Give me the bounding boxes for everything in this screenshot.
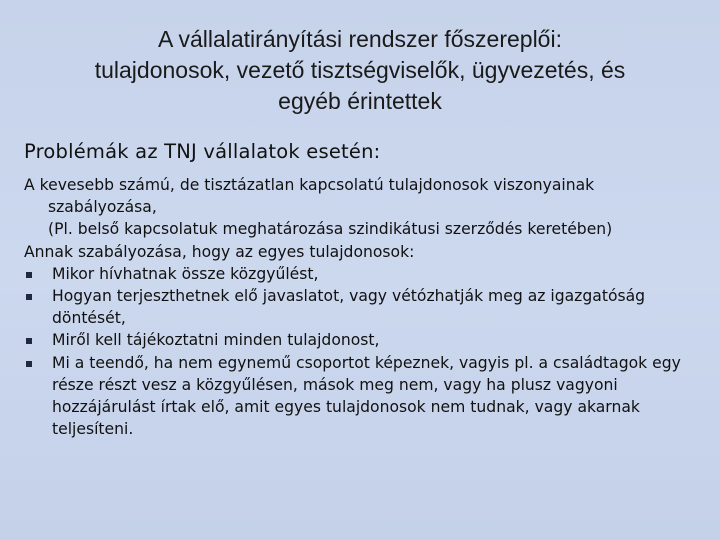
title-line: tulajdonosok, vezető tisztségviselők, ügyvezetés, és bbox=[94, 57, 626, 83]
bullet-item bbox=[24, 263, 700, 285]
bullet-text: Mi a teendő, ha nem egynemű csoportot képeznek, vagyis pl. a családtagok egy része részt vesz a közgyűlésen, mások meg nem, vagy ha plusz vagyoni hozzájárulást írtak elő, amit egyes tulajdonosok nem tudnak, vagy akarnak teljesíteni. bbox=[52, 353, 681, 439]
square-bullet-icon bbox=[26, 272, 32, 278]
slide-body bbox=[24, 174, 700, 440]
paragraph-owners-relations: A kevesebb számú, de tisztázatlan kapcsolatú tulajdonosok viszonyainak szabályozása, bbox=[24, 176, 595, 217]
paragraph-owners-note: (Pl. belső kapcsolatuk meghatározása szindikátusi szerződés keretében) bbox=[48, 220, 613, 239]
bullet-text: Hogyan terjeszthetnek elő javaslatot, vagy vétózhatják meg az igazgatóság döntését, bbox=[52, 287, 646, 328]
slide-title bbox=[20, 24, 700, 117]
square-bullet-icon bbox=[26, 294, 32, 300]
square-bullet-icon bbox=[26, 361, 32, 367]
bullet-item bbox=[24, 329, 700, 351]
paragraph-regulation-intro: Annak szabályozása, hogy az egyes tulajdonosok: bbox=[24, 242, 415, 261]
bullet-text: Mikor hívhatnak össze közgyűlést, bbox=[52, 264, 319, 283]
bullet-item bbox=[24, 285, 700, 329]
title-line: A vállalatirányítási rendszer főszereplői: bbox=[158, 26, 562, 52]
square-bullet-icon bbox=[26, 338, 32, 344]
title-line: egyéb érintettek bbox=[278, 88, 442, 114]
slide-subtitle: Problémák az TNJ vállalatok esetén: bbox=[24, 140, 381, 163]
bullet-text: Miről kell tájékoztatni minden tulajdonost, bbox=[52, 331, 380, 350]
bullet-item bbox=[24, 352, 700, 441]
